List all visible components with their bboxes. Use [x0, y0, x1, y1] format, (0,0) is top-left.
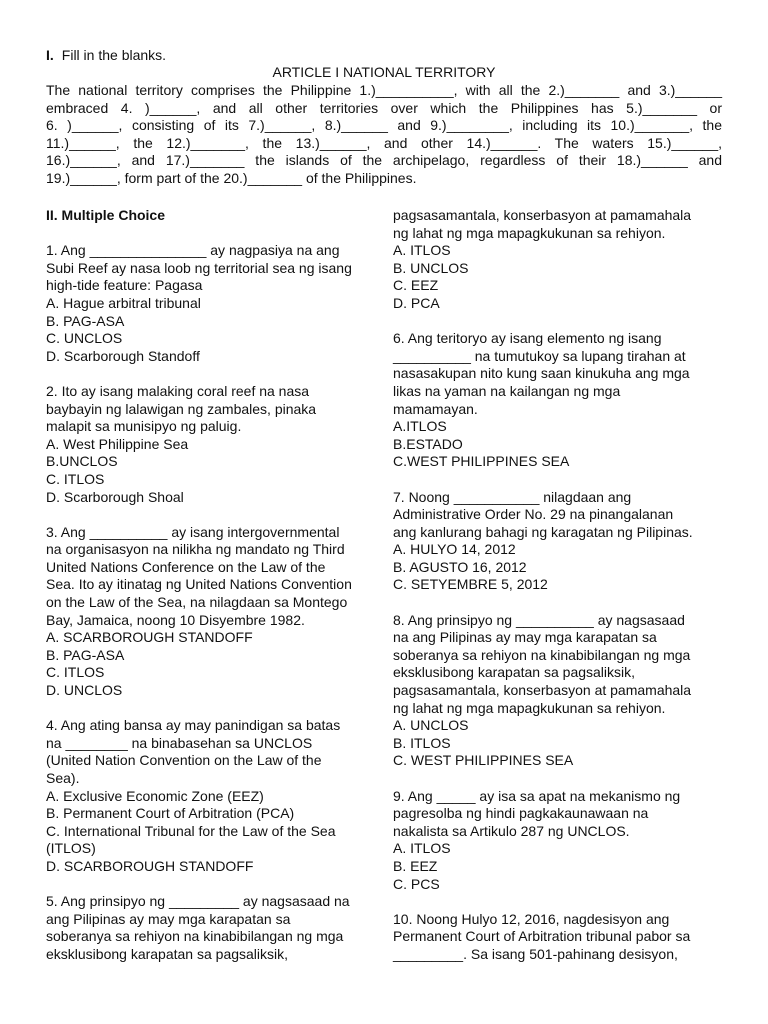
- right-question-list: [393, 207, 733, 964]
- answer-option: C. SETYEMBRE 5, 2012: [393, 576, 548, 593]
- question-text: nasasakupan nito kung saan kinukuha ang mga: [393, 365, 690, 382]
- question-text: baybayin ng lalawigan ng zambales, pinaka: [46, 400, 317, 417]
- answer-option: D. Scarborough Shoal: [46, 488, 184, 505]
- left-column: [46, 207, 376, 981]
- question-text: 9. Ang _____ ay isa sa apat na mekanismo ng: [393, 787, 681, 804]
- answer-option: A. West Philippine Sea: [46, 435, 189, 452]
- question-text: on the Law of the Sea, na nilagdaan sa Montego: [46, 594, 348, 611]
- question-text: eksklusibong karapatan sa pagsaliksik,: [393, 664, 636, 681]
- question-text: Administrative Order No. 29 na pinangalanan: [393, 506, 674, 523]
- question-text: Sea).: [46, 770, 80, 786]
- question-block: [393, 911, 733, 964]
- question-text: 6. Ang teritoryo ay isang elemento ng isang: [393, 330, 662, 347]
- question-text: 5. Ang prinsipyo ng _________ ay nagsasaad na: [46, 893, 350, 910]
- answer-option: B. ITLOS: [393, 734, 451, 751]
- answer-option: A. ITLOS: [393, 840, 451, 857]
- section-1-instruction: Fill in the blanks.: [61, 47, 167, 63]
- answer-option: B.ESTADO: [393, 435, 463, 452]
- question-text: na organisasyon na nilikha ng mandato ng Third: [46, 541, 345, 558]
- answer-option: B.UNCLOS: [46, 453, 118, 470]
- answer-option: C.WEST PHILIPPINES SEA: [393, 453, 570, 470]
- question-text: 7. Noong ___________ nilagdaan ang: [393, 488, 632, 505]
- question-block: [393, 207, 733, 313]
- question-text: mamamayan.: [393, 400, 478, 417]
- answer-option: C. ITLOS: [46, 470, 105, 487]
- paragraph-line: embraced 4. )______, and all other territories over which the Philippines has 5.)_______ or: [46, 99, 722, 116]
- answer-option: C. EEZ: [393, 277, 439, 294]
- question-text: nakalista sa Artikulo 287 ng UNCLOS.: [393, 822, 630, 839]
- question-text: Subi Reef ay nasa loob ng territorial sea ng isang: [46, 259, 352, 276]
- question-text: __________ na tumutukoy sa lupang tirahan at: [393, 347, 686, 364]
- answer-option: B. PAG-ASA: [46, 312, 125, 329]
- section-1-heading: [46, 47, 166, 65]
- question-text: na ang Pilipinas ay may mga karapatan sa: [393, 629, 657, 646]
- paragraph-line: 11.)______, the 12.)_______, the 13.)______, and other 14.)______. The waters 15.)______,: [46, 134, 722, 151]
- answer-option: C. ITLOS: [46, 664, 105, 681]
- question-text: 10. Noong Hulyo 12, 2016, nagdesisyon ang: [393, 910, 670, 927]
- answer-option: B. PAG-ASA: [46, 646, 125, 663]
- answer-option: A. ITLOS: [393, 242, 451, 259]
- question-text: 8. Ang prinsipyo ng __________ ay nagsasaad: [393, 611, 685, 628]
- question-text: na ________ na binabasehan sa UNCLOS: [46, 734, 313, 751]
- paragraph-line: 19.)______, form part of the 20.)_______ of the Philippines.: [46, 169, 417, 186]
- paragraph-line: 16.)______, and 17.)_______ the islands of the archipelago, regardless of their 18.)______ and: [46, 152, 722, 169]
- paragraph-line: The national territory comprises the Philippine 1.)__________, with all the 2.)_______ and 3.)______: [46, 82, 722, 98]
- question-text: malapit sa munisipyo ng paluig.: [46, 418, 242, 435]
- fill-in-paragraph: [46, 82, 722, 188]
- question-text: pagsasamantala, konserbasyon at pamamahala: [393, 682, 692, 699]
- answer-option: D. PCA: [393, 294, 440, 311]
- answer-option: D. Scarborough Standoff: [46, 347, 200, 364]
- answer-option: C. PCS: [393, 875, 440, 892]
- question-text: pagresolba ng hindi pagkakaunawaan na: [393, 805, 649, 822]
- answer-option: A. Exclusive Economic Zone (EEZ): [46, 787, 264, 804]
- answer-option: B. Permanent Court of Arbitration (PCA): [46, 805, 295, 822]
- question-block: [46, 893, 376, 963]
- question-block: [46, 524, 376, 700]
- question-text: pagsasamantala, konserbasyon at pamamahala: [393, 207, 692, 223]
- question-text: ang Pilipinas ay may mga karapatan sa: [46, 910, 291, 927]
- answer-option: B. UNCLOS: [393, 259, 469, 276]
- question-text: 3. Ang __________ ay isang intergovernmental: [46, 523, 340, 540]
- article-title: ARTICLE I NATIONAL TERRITORY: [272, 64, 496, 80]
- question-block: [46, 717, 376, 875]
- question-text: soberanya sa rehiyon na kinabibilangan ng mga: [46, 928, 344, 945]
- answer-option: C. WEST PHILIPPINES SEA: [393, 752, 574, 769]
- question-text: 1. Ang _______________ ay nagpasiya na ang: [46, 242, 340, 259]
- question-text: high-tide feature: Pagasa: [46, 277, 203, 294]
- question-text: 4. Ang ating bansa ay may panindigan sa batas: [46, 717, 341, 734]
- question-text: Bay, Jamaica, noong 10 Disyembre 1982.: [46, 611, 305, 628]
- question-block: [46, 383, 376, 506]
- question-block: [46, 242, 376, 365]
- question-text: _________. Sa isang 501-pahinang desisyon,: [393, 945, 678, 962]
- paragraph-line: 6. )______, consisting of its 7.)______, 8.)______ and 9.)________, including its 10.)_______, the: [46, 117, 722, 134]
- question-block: [393, 330, 733, 471]
- answer-option: D. SCARBOROUGH STANDOFF: [46, 857, 254, 874]
- question-text: Permanent Court of Arbitration tribunal pabor sa: [393, 928, 691, 945]
- answer-option: D. UNCLOS: [46, 682, 123, 699]
- answer-option: A. SCARBOROUGH STANDOFF: [46, 629, 253, 646]
- question-text: (United Nation Convention on the Law of the: [46, 752, 322, 769]
- question-text: ng lahat ng mga mapagkukunan sa rehiyon.: [393, 224, 666, 241]
- answer-option: A. Hague arbitral tribunal: [46, 294, 201, 311]
- answer-option: (ITLOS): [46, 840, 96, 857]
- question-block: [393, 489, 733, 595]
- answer-option: C. International Tribunal for the Law of the Sea: [46, 822, 336, 839]
- question-text: soberanya sa rehiyon na kinabibilangan ng mga: [393, 646, 691, 663]
- section-2-heading: II. Multiple Choice: [46, 207, 166, 223]
- question-block: [393, 612, 733, 770]
- question-text: ng lahat ng mga mapagkukunan sa rehiyon.: [393, 699, 666, 716]
- question-text: Sea. Ito ay itinatag ng United Nations Convention: [46, 576, 352, 593]
- question-text: 2. Ito ay isang malaking coral reef na nasa: [46, 382, 310, 399]
- question-text: United Nations Conference on the Law of the: [46, 558, 326, 575]
- question-text: ang kanlurang bahagi ng karagatan ng Pilipinas.: [393, 523, 693, 540]
- section-1-numeral: I.: [46, 47, 54, 63]
- answer-option: A. UNCLOS: [393, 717, 469, 734]
- question-text: likas na yaman na kailangan ng mga: [393, 382, 621, 399]
- answer-option: C. UNCLOS: [46, 330, 123, 347]
- right-column: [393, 207, 733, 981]
- question-block: [393, 788, 733, 894]
- left-question-list: [46, 242, 376, 963]
- answer-option: A.ITLOS: [393, 418, 447, 435]
- answer-option: A. HULYO 14, 2012: [393, 541, 516, 558]
- answer-option: B. EEZ: [393, 857, 438, 874]
- question-text: eksklusibong karapatan sa pagsaliksik,: [46, 945, 289, 962]
- answer-option: B. AGUSTO 16, 2012: [393, 558, 527, 575]
